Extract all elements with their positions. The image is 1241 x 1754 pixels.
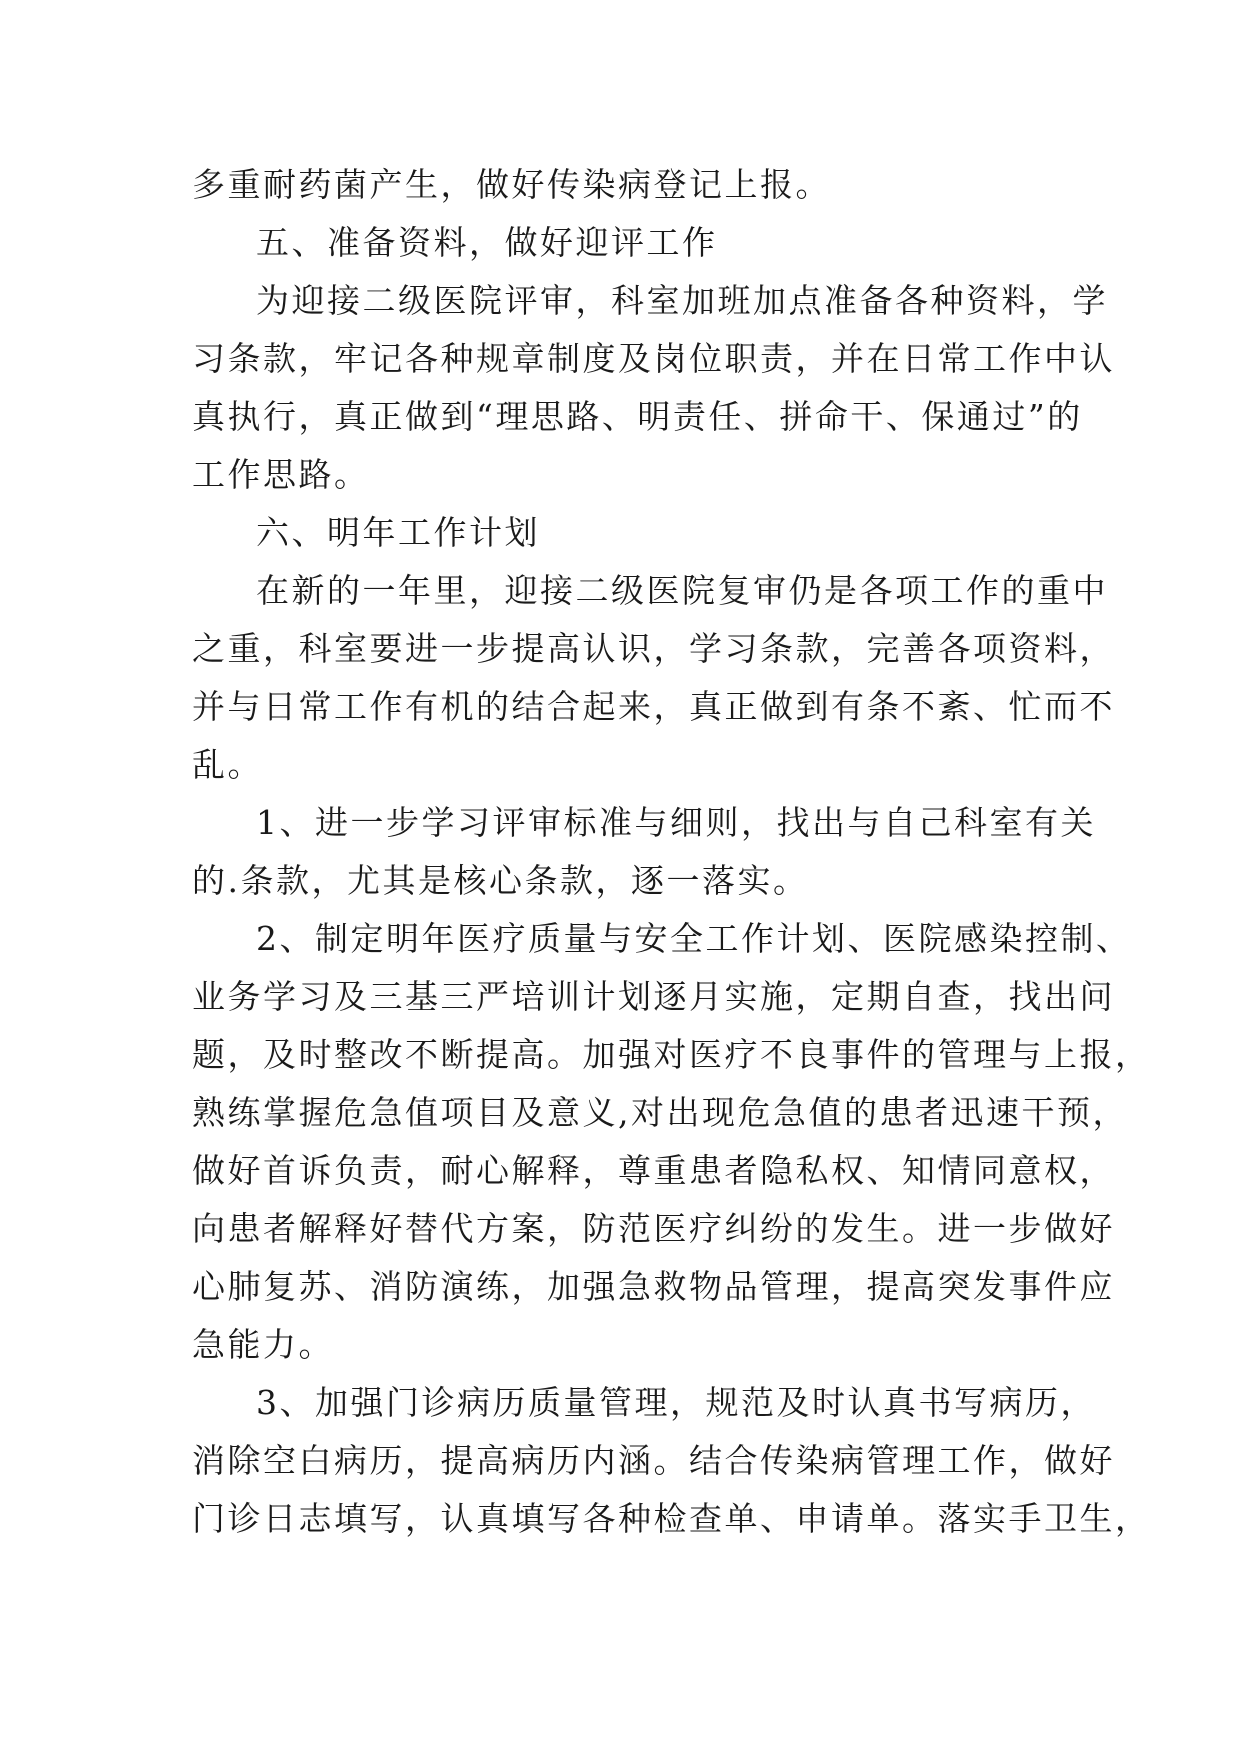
paragraph-line: 心肺复苏、消防演练，加强急救物品管理，提高突发事件应 (192, 1267, 1115, 1306)
paragraph-line: 之重，科室要进一步提高认识，学习条款，完善各项资料， (192, 629, 1115, 668)
paragraph-line: 在新的一年里，迎接二级医院复审仍是各项工作的重中 (256, 571, 1108, 610)
paragraph-line: 消除空白病历，提高病历内涵。结合传染病管理工作，做好 (192, 1441, 1115, 1480)
paragraph-line: 工作思路。 (192, 455, 370, 494)
section-heading-5: 五、准备资料，做好迎评工作 (256, 223, 718, 262)
paragraph-line: 熟练掌握危急值项目及意义,对出现危急值的患者迅速干预， (192, 1093, 1128, 1132)
paragraph-line: 为迎接二级医院评审，科室加班加点准备各种资料，学 (256, 281, 1108, 320)
section-heading-6: 六、明年工作计划 (256, 513, 540, 552)
list-item-3: 3、加强门诊病历质量管理，规范及时认真书写病历， (256, 1383, 1096, 1422)
paragraph-line: 业务学习及三基三严培训计划逐月实施，定期自查，找出问 (192, 977, 1115, 1016)
paragraph-line: 门诊日志填写，认真填写各种检查单、申请单。落实手卫生， (192, 1499, 1151, 1538)
paragraph-line: 多重耐药菌产生，做好传染病登记上报。 (192, 165, 831, 204)
paragraph-line: 题，及时整改不断提高。加强对医疗不良事件的管理与上报， (192, 1035, 1151, 1074)
paragraph-line: 做好首诉负责，耐心解释，尊重患者隐私权、知情同意权， (192, 1151, 1115, 1190)
list-item-2: 2、制定明年医疗质量与安全工作计划、医院感染控制、 (256, 919, 1132, 958)
paragraph-line: 的.条款，尤其是核心条款，逐一落实。 (192, 861, 809, 900)
list-item-1: 1、进一步学习评审标准与细则，找出与自己科室有关 (256, 803, 1096, 842)
paragraph-line: 急能力。 (192, 1325, 334, 1364)
paragraph-line: 并与日常工作有机的结合起来，真正做到有条不紊、忙而不 (192, 687, 1115, 726)
paragraph-line: 习条款，牢记各种规章制度及岗位职责，并在日常工作中认 (192, 339, 1115, 378)
paragraph-line: 真执行，真正做到“理思路、明责任、拼命干、保通过”的 (192, 397, 1083, 436)
paragraph-line: 向患者解释好替代方案，防范医疗纠纷的发生。进一步做好 (192, 1209, 1115, 1248)
paragraph-line: 乱。 (192, 745, 263, 784)
